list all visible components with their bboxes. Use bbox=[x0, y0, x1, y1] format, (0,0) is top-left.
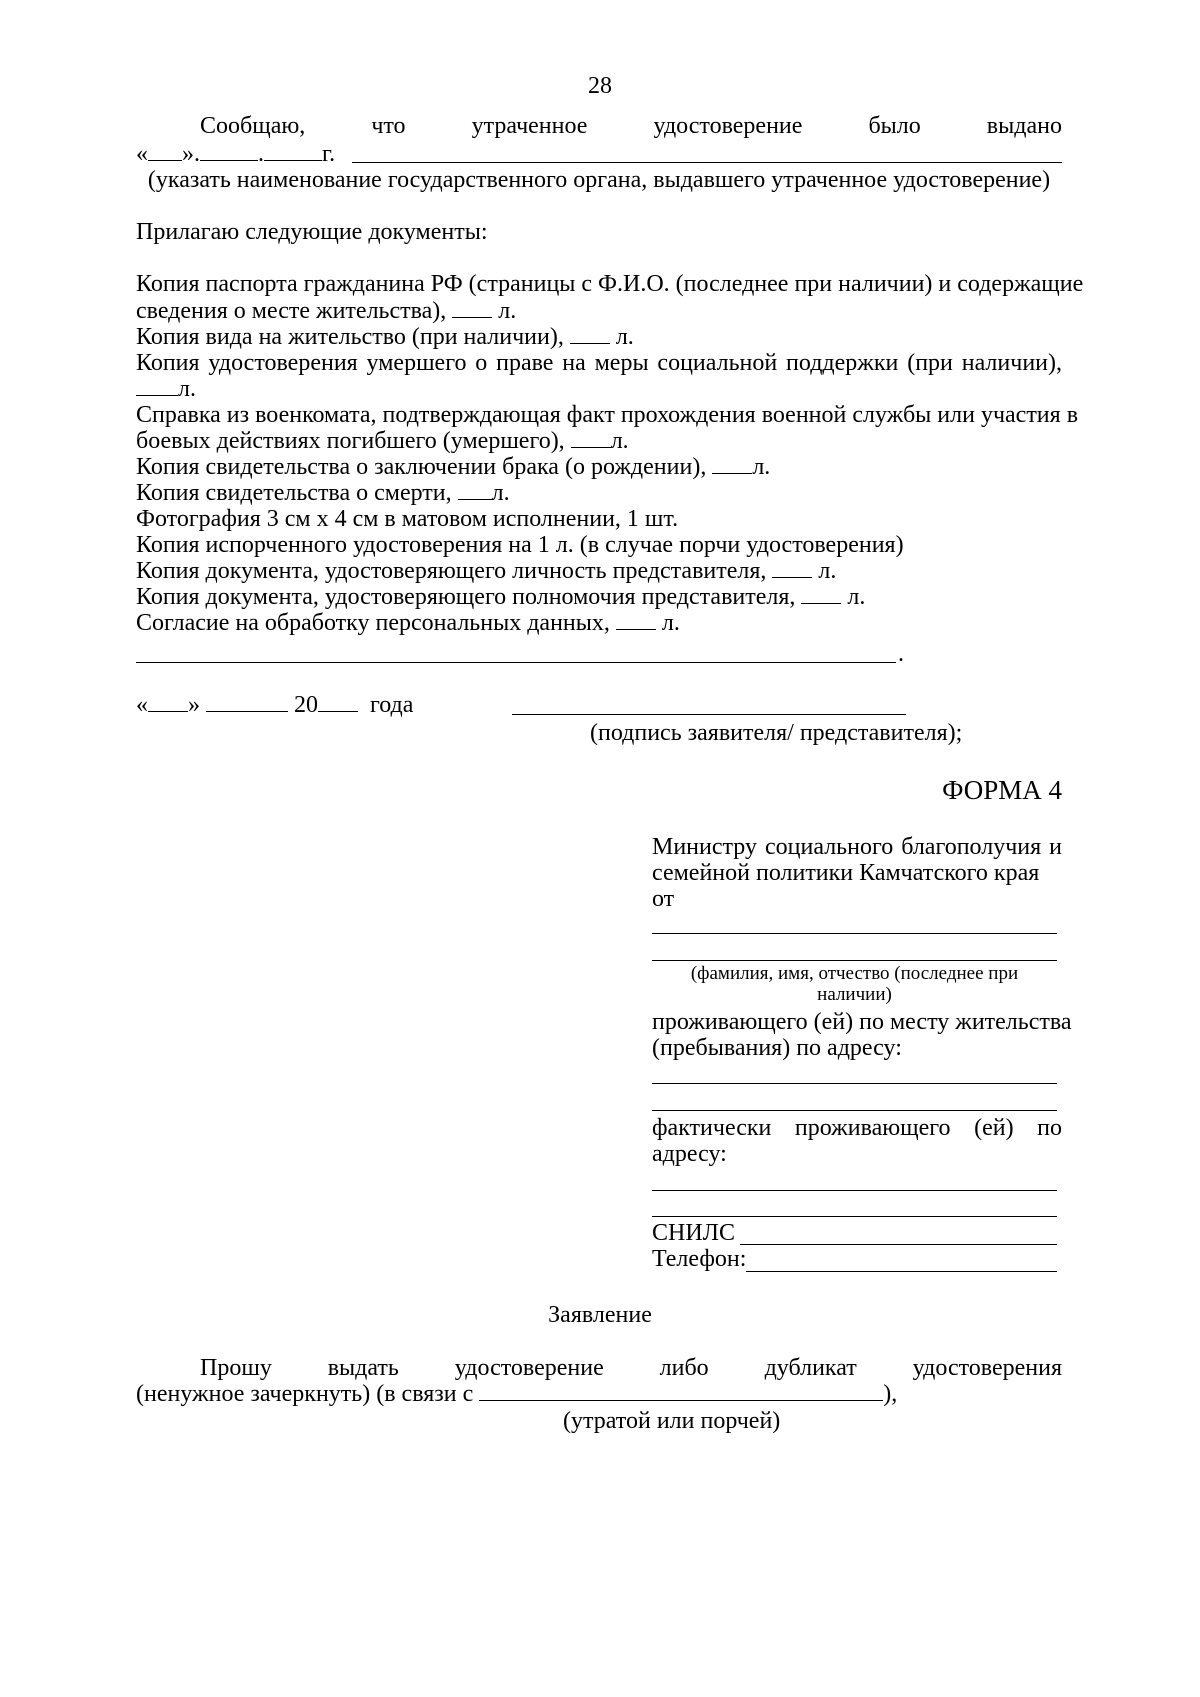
sheet-label: л. bbox=[752, 454, 771, 480]
doc-text: сведения о месте жительства), bbox=[136, 298, 447, 324]
fio-caption-line1: (фамилия, имя, отчество (последнее при bbox=[690, 963, 1019, 984]
quote-close: » bbox=[188, 692, 200, 718]
word: Прошу bbox=[200, 1355, 272, 1381]
addressee-line2: семейной политики Камчатского края bbox=[652, 860, 1040, 886]
actual-address-line2: адресу: bbox=[652, 1141, 727, 1167]
residence-blank-2[interactable] bbox=[652, 1110, 1057, 1111]
residence-line2: (пребывания) по адресу: bbox=[652, 1035, 902, 1061]
doc-rep-identity bbox=[136, 557, 836, 585]
word: либо bbox=[659, 1355, 709, 1381]
sheet-label: л. bbox=[661, 610, 680, 636]
month-blank[interactable] bbox=[206, 691, 288, 712]
year-blank[interactable] bbox=[264, 140, 322, 161]
request-line1 bbox=[200, 1354, 1062, 1382]
doc-military-line1: Справка из военкомата, подтверждающая факт прохождения военной службы или участия в bbox=[136, 402, 1079, 428]
addressee-line1: Министру социального благополучия и bbox=[652, 834, 1062, 860]
signature-caption: (подпись заявителя/ представителя); bbox=[590, 720, 963, 746]
snils-blank[interactable] bbox=[740, 1244, 1057, 1245]
reason-blank[interactable] bbox=[479, 1380, 883, 1401]
word: Сообщаю, bbox=[200, 113, 306, 139]
word: удостоверение bbox=[653, 113, 803, 139]
doc-residence-permit bbox=[136, 323, 634, 351]
year-blank[interactable] bbox=[318, 691, 358, 712]
extra-document-blank[interactable] bbox=[136, 662, 896, 663]
sheets-blank[interactable] bbox=[136, 375, 178, 396]
word: проживающего bbox=[794, 1115, 951, 1141]
doc-passport-line2 bbox=[136, 297, 516, 325]
extra-document-dot: . bbox=[898, 641, 904, 667]
word: (ей) bbox=[974, 1115, 1014, 1141]
doc-text: Копия свидетельства о смерти, bbox=[136, 480, 452, 506]
sheets-blank[interactable] bbox=[458, 479, 492, 500]
sheets-blank[interactable] bbox=[772, 557, 812, 578]
sheet-label: л. bbox=[610, 428, 629, 454]
residence-line1: проживающего (ей) по месту жительства bbox=[652, 1009, 1072, 1035]
year-suffix: г. bbox=[322, 141, 336, 167]
doc-deceased-cert-line1: Копия удостоверения умершего о праве на меры социальной поддержки (при наличии), bbox=[136, 350, 1062, 376]
year-prefix: 20 bbox=[294, 692, 318, 718]
page-number: 28 bbox=[588, 73, 612, 99]
doc-marriage-cert bbox=[136, 453, 770, 481]
word: выдать bbox=[327, 1355, 399, 1381]
word: по bbox=[1037, 1115, 1062, 1141]
doc-passport-line1: Копия паспорта гражданина РФ (страницы с Ф.И.О. (последнее при наличии) и содержащие bbox=[136, 271, 1084, 297]
doc-text: Копия вида на жительство (при наличии), bbox=[136, 324, 564, 350]
doc-rep-authority bbox=[136, 583, 865, 611]
sheets-blank[interactable] bbox=[570, 323, 610, 344]
request-line2 bbox=[136, 1380, 897, 1408]
sheets-blank[interactable] bbox=[712, 453, 752, 474]
sheet-label: л. bbox=[847, 584, 866, 610]
day-blank[interactable] bbox=[148, 691, 188, 712]
sheet-label: л. bbox=[178, 376, 196, 402]
request-text: (ненужное зачеркнуть) (в связи с bbox=[136, 1381, 474, 1407]
statement-title: Заявление bbox=[548, 1302, 652, 1328]
year-word: года bbox=[370, 692, 414, 718]
signature-date-line bbox=[136, 691, 413, 719]
doc-damaged-cert: Копия испорченного удостоверения на 1 л. (в случае порчи удостоверения) bbox=[136, 532, 904, 558]
applicant-name-blank-2[interactable] bbox=[652, 960, 1057, 961]
actual-address-blank-2[interactable] bbox=[652, 1216, 1057, 1217]
from-label: от bbox=[652, 886, 675, 912]
doc-photo: Фотография 3 см x 4 см в матовом исполнении, 1 шт. bbox=[136, 506, 679, 532]
quote-open: « bbox=[136, 692, 148, 718]
sheet-label: л. bbox=[491, 480, 510, 506]
applicant-name-blank-1[interactable] bbox=[652, 933, 1057, 934]
issue-date-line bbox=[136, 140, 335, 168]
doc-text: Копия документа, удостоверяющего полномочия представителя, bbox=[136, 584, 796, 610]
quote-open: « bbox=[136, 141, 148, 167]
word: было bbox=[868, 113, 921, 139]
doc-death-cert bbox=[136, 479, 510, 507]
word: что bbox=[371, 113, 406, 139]
month-blank[interactable] bbox=[200, 140, 258, 161]
doc-text: Копия свидетельства о заключении брака (о рождении), bbox=[136, 454, 707, 480]
sheet-label: л. bbox=[498, 298, 517, 324]
sheets-blank[interactable] bbox=[571, 427, 611, 448]
day-blank[interactable] bbox=[148, 140, 182, 161]
word: выдано bbox=[986, 113, 1062, 139]
signature-blank[interactable] bbox=[512, 714, 906, 715]
word: удостоверение bbox=[454, 1355, 604, 1381]
word: удостоверения bbox=[912, 1355, 1062, 1381]
sheet-label: л. bbox=[818, 558, 837, 584]
phone-label: Телефон: bbox=[652, 1246, 747, 1272]
sheets-blank[interactable] bbox=[616, 609, 656, 630]
sheet-label: л. bbox=[615, 324, 634, 350]
lost-cert-line bbox=[200, 112, 1062, 140]
doc-text: боевых действиях погибшего (умершего), bbox=[136, 428, 565, 454]
sheets-blank[interactable] bbox=[452, 297, 492, 318]
fio-caption-line2: наличии) bbox=[817, 984, 892, 1005]
word: фактически bbox=[652, 1115, 772, 1141]
actual-address-line1 bbox=[652, 1114, 1062, 1142]
doc-deceased-cert-line2 bbox=[136, 375, 196, 403]
form-title: ФОРМА 4 bbox=[942, 775, 1062, 805]
doc-text: Копия документа, удостоверяющего личность представителя, bbox=[136, 558, 767, 584]
doc-text: Согласие на обработку персональных данных, bbox=[136, 610, 610, 636]
phone-blank[interactable] bbox=[746, 1271, 1057, 1272]
residence-blank-1[interactable] bbox=[652, 1083, 1057, 1084]
issuing-authority-caption: (указать наименование государственного органа, выдавшего утраченное удостоверение) bbox=[147, 167, 1051, 193]
actual-address-blank-1[interactable] bbox=[652, 1190, 1057, 1191]
snils-label: СНИЛС bbox=[652, 1220, 735, 1246]
attachments-intro: Прилагаю следующие документы: bbox=[136, 219, 488, 245]
dot: . bbox=[258, 141, 264, 167]
request-end: ), bbox=[883, 1381, 898, 1407]
quote-close: ». bbox=[182, 141, 200, 167]
reason-caption: (утратой или порчей) bbox=[563, 1408, 781, 1434]
sheets-blank[interactable] bbox=[801, 583, 841, 604]
doc-consent bbox=[136, 609, 680, 637]
word: дубликат bbox=[764, 1355, 857, 1381]
word: утраченное bbox=[471, 113, 588, 139]
issuing-authority-blank[interactable] bbox=[352, 162, 1062, 163]
doc-military-line2 bbox=[136, 427, 629, 455]
